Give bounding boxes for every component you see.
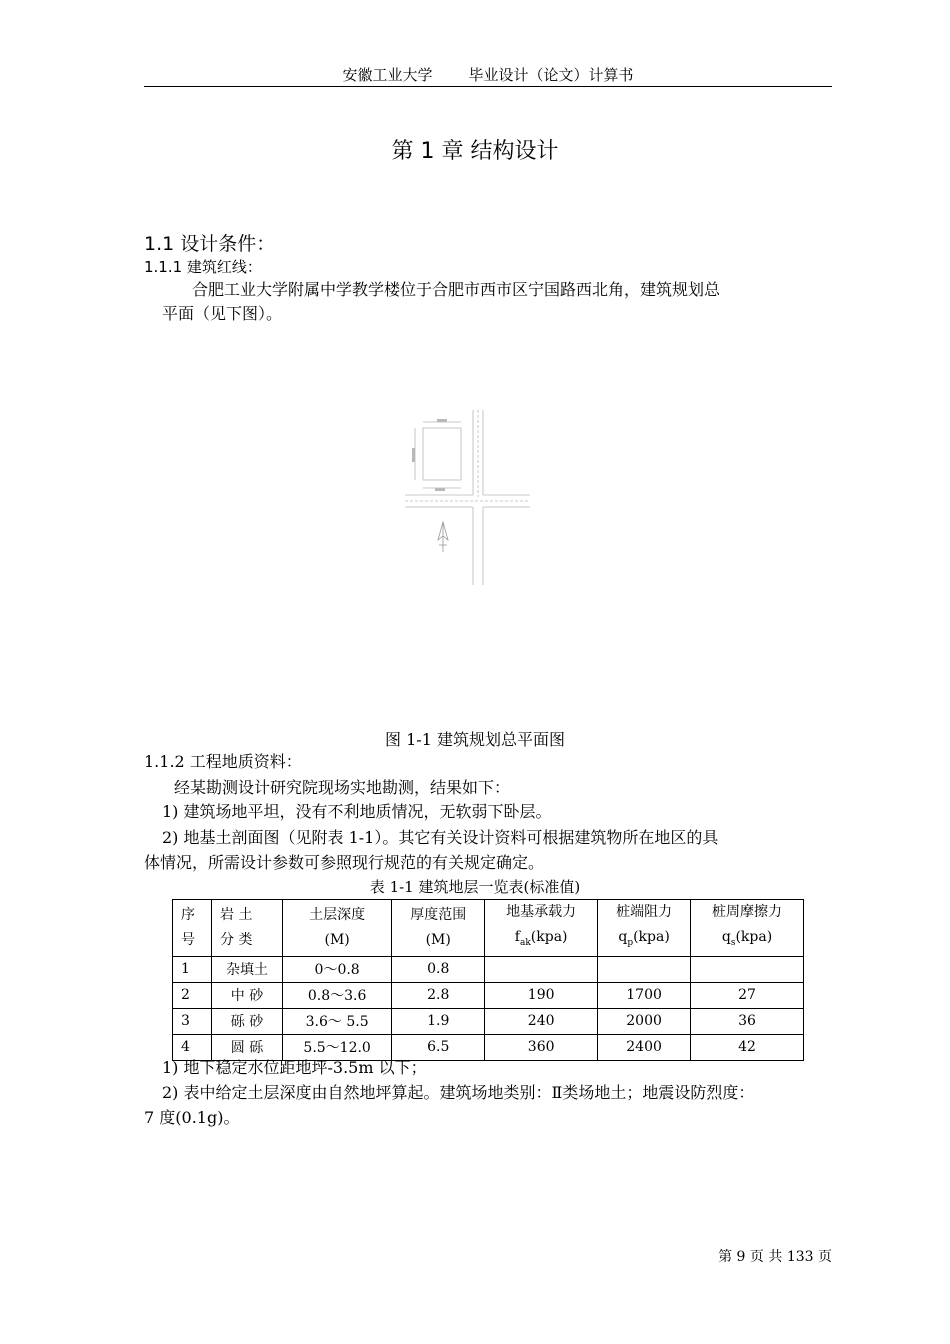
cell-index: 3 xyxy=(173,1008,212,1034)
header-university: 安徽工业大学 xyxy=(342,66,433,84)
header-cell-soil-type: 岩 土 分 类 xyxy=(212,900,283,957)
cell-bearing: 190 xyxy=(485,982,598,1008)
paragraph-geo-item-1: 1) 建筑场地平坦，没有不利地质情况，无软弱下卧层。 xyxy=(162,802,552,821)
paragraph-geo-item-2-line-1: 2) 地基土剖面图（见附表 1-1）。其它有关设计资料可根据建筑物所在地区的具 xyxy=(162,828,719,847)
note-water-level: 1) 地下稳定水位距地坪-3.5m 以下； xyxy=(162,1058,427,1077)
header-doc-title: 毕业设计（论文）计算书 xyxy=(468,66,634,84)
page-footer: 第 9 页 共 133 页 xyxy=(718,1249,832,1265)
header-cell-side-friction: 桩周摩擦力 $q_s(kpa)$ xyxy=(691,900,804,957)
header-cell-thickness: 厚度范围 (M) xyxy=(392,900,485,957)
table-caption: 表 1-1 建筑地层一览表(标准值) xyxy=(369,878,581,896)
cell-bearing: 360 xyxy=(485,1034,598,1060)
cell-bearing xyxy=(485,956,598,982)
cell-soil-type: 中 砂 xyxy=(212,982,283,1008)
cell-thickness: 2.8 xyxy=(392,982,485,1008)
cell-end-resistance: 2400 xyxy=(598,1034,691,1060)
cell-thickness: 1.9 xyxy=(392,1008,485,1034)
cell-soil-type: 砾 砂 xyxy=(212,1008,283,1034)
cell-index: 2 xyxy=(173,982,212,1008)
cell-side-friction: 42 xyxy=(691,1034,804,1060)
table-header-row xyxy=(173,900,804,957)
chapter-title: 第 1 章 结构设计 xyxy=(391,139,559,164)
table-row xyxy=(173,982,804,1008)
paragraph-site-line-2: 平面（见下图）。 xyxy=(162,304,283,323)
soil-layer-table xyxy=(172,899,804,1061)
cell-thickness: 0.8 xyxy=(392,956,485,982)
cell-depth: 5.5～12.0 xyxy=(283,1034,392,1060)
cell-soil-type: 圆 砾 xyxy=(212,1034,283,1060)
cell-index: 4 xyxy=(173,1034,212,1060)
subsection-heading-1-1-2: 1.1.2 工程地质资料： xyxy=(144,752,302,771)
cell-thickness: 6.5 xyxy=(392,1034,485,1060)
cell-side-friction: 36 xyxy=(691,1008,804,1034)
header-cell-bearing-capacity: 地基承载力 $f_{ak}(kpa)$ xyxy=(485,900,598,957)
cell-end-resistance xyxy=(598,956,691,982)
table-row xyxy=(173,1008,804,1034)
page-header xyxy=(144,64,832,87)
cell-depth: 3.6～ 5.5 xyxy=(283,1008,392,1034)
subsection-heading-1-1-1: 1.1.1 建筑红线： xyxy=(144,258,262,276)
site-plan-figure xyxy=(405,410,530,585)
note-site-class-line-1: 2) 表中给定土层深度由自然地坪算起。建筑场地类别：Ⅱ类场地土；地震设防烈度： xyxy=(162,1083,755,1102)
cell-side-friction xyxy=(691,956,804,982)
paragraph-site-line-1: 合肥工业大学附属中学教学楼位于合肥市西市区宁国路西北角，建筑规划总 xyxy=(192,280,721,299)
cell-end-resistance: 2000 xyxy=(598,1008,691,1034)
cell-depth: 0.8～3.6 xyxy=(283,982,392,1008)
table-row xyxy=(173,956,804,982)
cell-depth: 0～0.8 xyxy=(283,956,392,982)
cell-bearing: 240 xyxy=(485,1008,598,1034)
header-cell-end-resistance: 桩端阻力 $q_p(kpa)$ xyxy=(598,900,691,957)
cell-side-friction: 27 xyxy=(691,982,804,1008)
cell-index: 1 xyxy=(173,956,212,982)
cell-end-resistance: 1700 xyxy=(598,982,691,1008)
cell-soil-type: 杂填土 xyxy=(212,956,283,982)
header-cell-index: 序 号 xyxy=(173,900,212,957)
section-heading-1-1: 1.1 设计条件： xyxy=(144,233,276,255)
paragraph-geo-item-2-line-2: 体情况，所需设计参数可参照现行规范的有关规定确定。 xyxy=(144,853,545,872)
note-site-class-line-2: 7 度(0.1g)。 xyxy=(144,1108,240,1127)
header-cell-depth: 土层深度 (M) xyxy=(283,900,392,957)
figure-caption: 图 1-1 建筑规划总平面图 xyxy=(385,730,565,749)
paragraph-geo-intro: 经某勘测设计研究院现场实地勘测，结果如下： xyxy=(174,778,511,797)
